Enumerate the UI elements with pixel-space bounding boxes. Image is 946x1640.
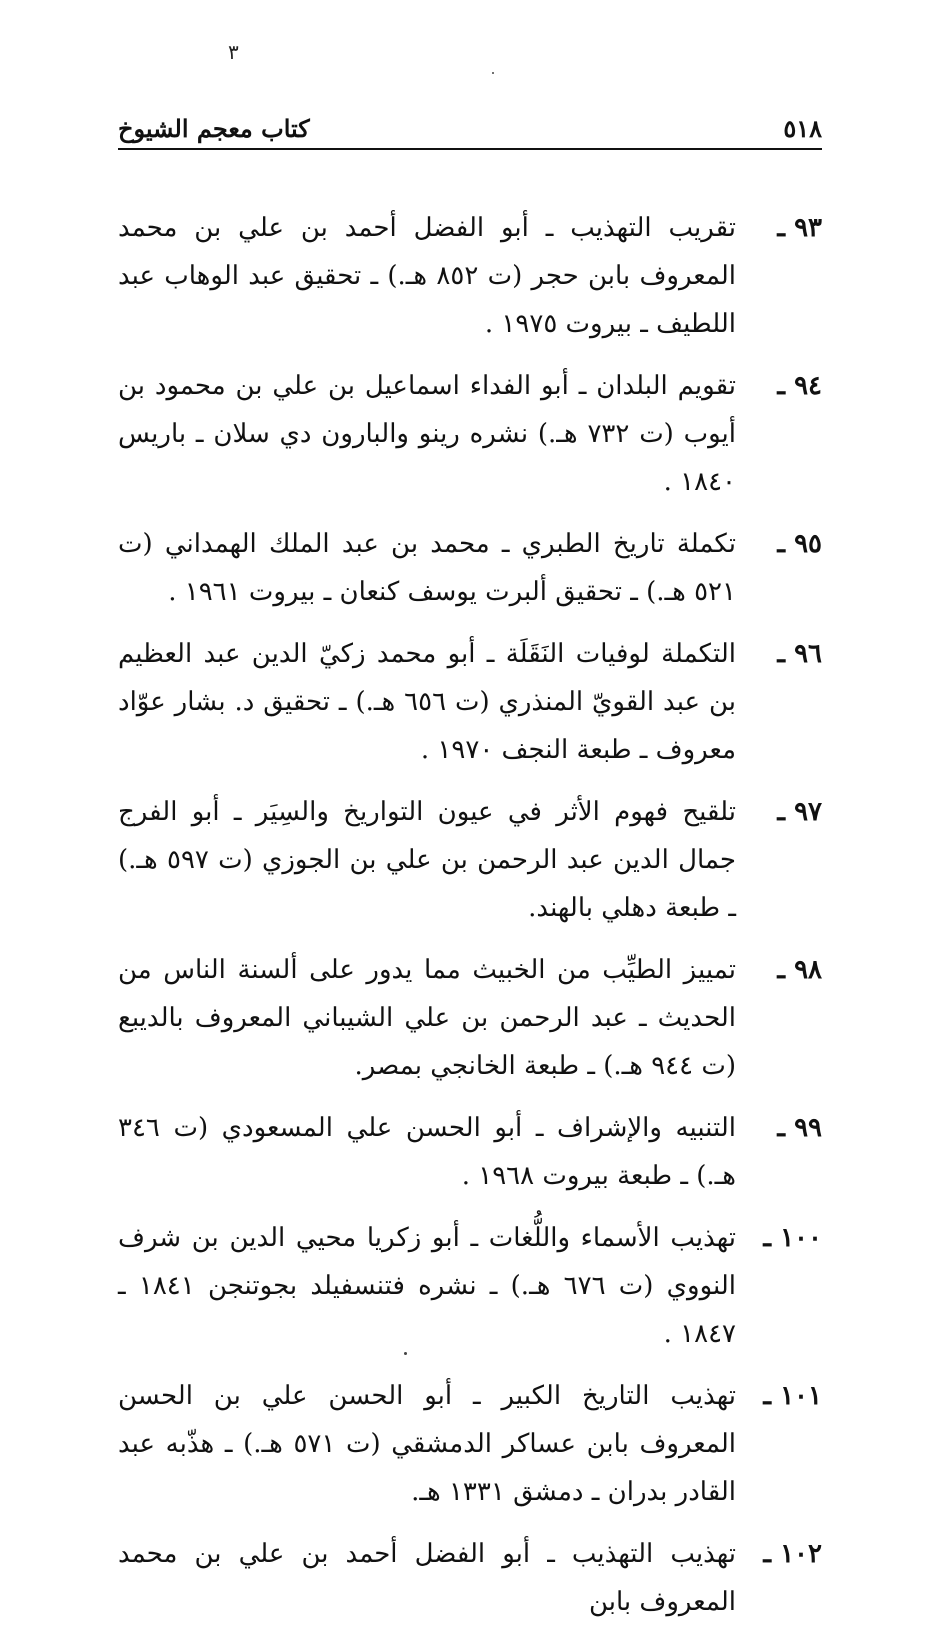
entry-number: ٩٩ ـ	[777, 1113, 822, 1143]
entry-text: تلقيح فهوم الأثر في عيون التواريخ والسِيَر ـ أبو الفرج جمال الدين عبد الرحمن بن علي بن الجوزي (ت ٥٩٧ هـ.) ـ طبعة دهلي بالهند.	[118, 797, 736, 923]
page-header	[118, 112, 822, 150]
running-title: كتاب معجم الشيوخ	[118, 114, 310, 143]
page-number: ٥١٨	[783, 114, 822, 143]
bibliography-entry	[118, 788, 822, 932]
bibliography-entry	[118, 1104, 822, 1200]
bibliography-entry	[118, 1530, 822, 1626]
entry-number: ٩٣ ـ	[777, 213, 822, 243]
top-mark: ٣	[228, 40, 239, 64]
entry-text: تقويم البلدان ـ أبو الفداء اسماعيل بن علي بن محمود بن أيوب (ت ٧٣٢ هـ.) نشره رينو والبارون دي سلان ـ باريس ١٨٤٠ .	[118, 371, 736, 497]
bibliography-entry	[118, 630, 822, 774]
bibliography-entry	[118, 1214, 822, 1358]
entry-text: تمييز الطيِّب من الخبيث مما يدور على ألسنة الناس من الحديث ـ عبد الرحمن بن علي الشيباني المعروف بالديبع (ت ٩٤٤ هـ.) ـ طبعة الخانجي بمصر.	[118, 955, 736, 1081]
bibliography-entry	[118, 362, 822, 506]
entry-number: ٩٧ ـ	[777, 797, 822, 827]
entry-text: التكملة لوفيات النَقَلَة ـ أبو محمد زكيّ الدين عبد العظيم بن عبد القويّ المنذري (ت ٦٥٦ هـ.) ـ تحقيق د. بشار عوّاد معروف ـ طبعة النجف ١٩٧٠ .	[118, 639, 737, 765]
entry-text: تكملة تاريخ الطبري ـ محمد بن عبد الملك الهمداني (ت ٥٢١ هـ.) ـ تحقيق ألبرت يوسف كنعان ـ بيروت ١٩٦١ .	[118, 529, 736, 607]
bibliography-entry	[118, 1372, 822, 1516]
entry-number: ٩٥ ـ	[777, 529, 822, 559]
entry-text: تهذيب التهذيب ـ أبو الفضل أحمد بن علي بن محمد المعروف بابن	[118, 1539, 736, 1617]
bibliography-list	[118, 204, 822, 1640]
entry-text: تهذيب الأسماء واللُّغات ـ أبو زكريا محيي الدين بن شرف النووي (ت ٦٧٦ هـ.) ـ نشره فتنسفيلد بجوتنجن ١٨٤١ ـ ١٨٤٧ .	[118, 1223, 737, 1349]
bibliography-entry	[118, 204, 822, 348]
entry-number: ٩٦ ـ	[777, 639, 822, 669]
entry-number: ١٠٢ ـ	[763, 1539, 822, 1569]
entry-number: ١٠١ ـ	[763, 1381, 822, 1411]
entry-number: ١٠٠ ـ	[763, 1223, 822, 1253]
entry-number: ٩٨ ـ	[777, 955, 822, 985]
entry-number: ٩٤ ـ	[777, 371, 822, 401]
scan-speck	[492, 72, 494, 74]
scan-speck	[404, 1352, 407, 1355]
bibliography-entry	[118, 946, 822, 1090]
entry-text: تقريب التهذيب ـ أبو الفضل أحمد بن علي بن محمد المعروف بابن حجر (ت ٨٥٢ هـ.) ـ تحقيق عبد الوهاب عبد اللطيف ـ بيروت ١٩٧٥ .	[118, 213, 737, 339]
entry-text: التنبيه والإشراف ـ أبو الحسن علي المسعودي (ت ٣٤٦ هـ.) ـ طبعة بيروت ١٩٦٨ .	[118, 1113, 736, 1191]
entry-text: تهذيب التاريخ الكبير ـ أبو الحسن علي بن الحسن المعروف بابن عساكر الدمشقي (ت ٥٧١ هـ.) ـ هذّبه عبد القادر بدران ـ دمشق ١٣٣١ هـ.	[118, 1381, 737, 1507]
bibliography-entry	[118, 520, 822, 616]
